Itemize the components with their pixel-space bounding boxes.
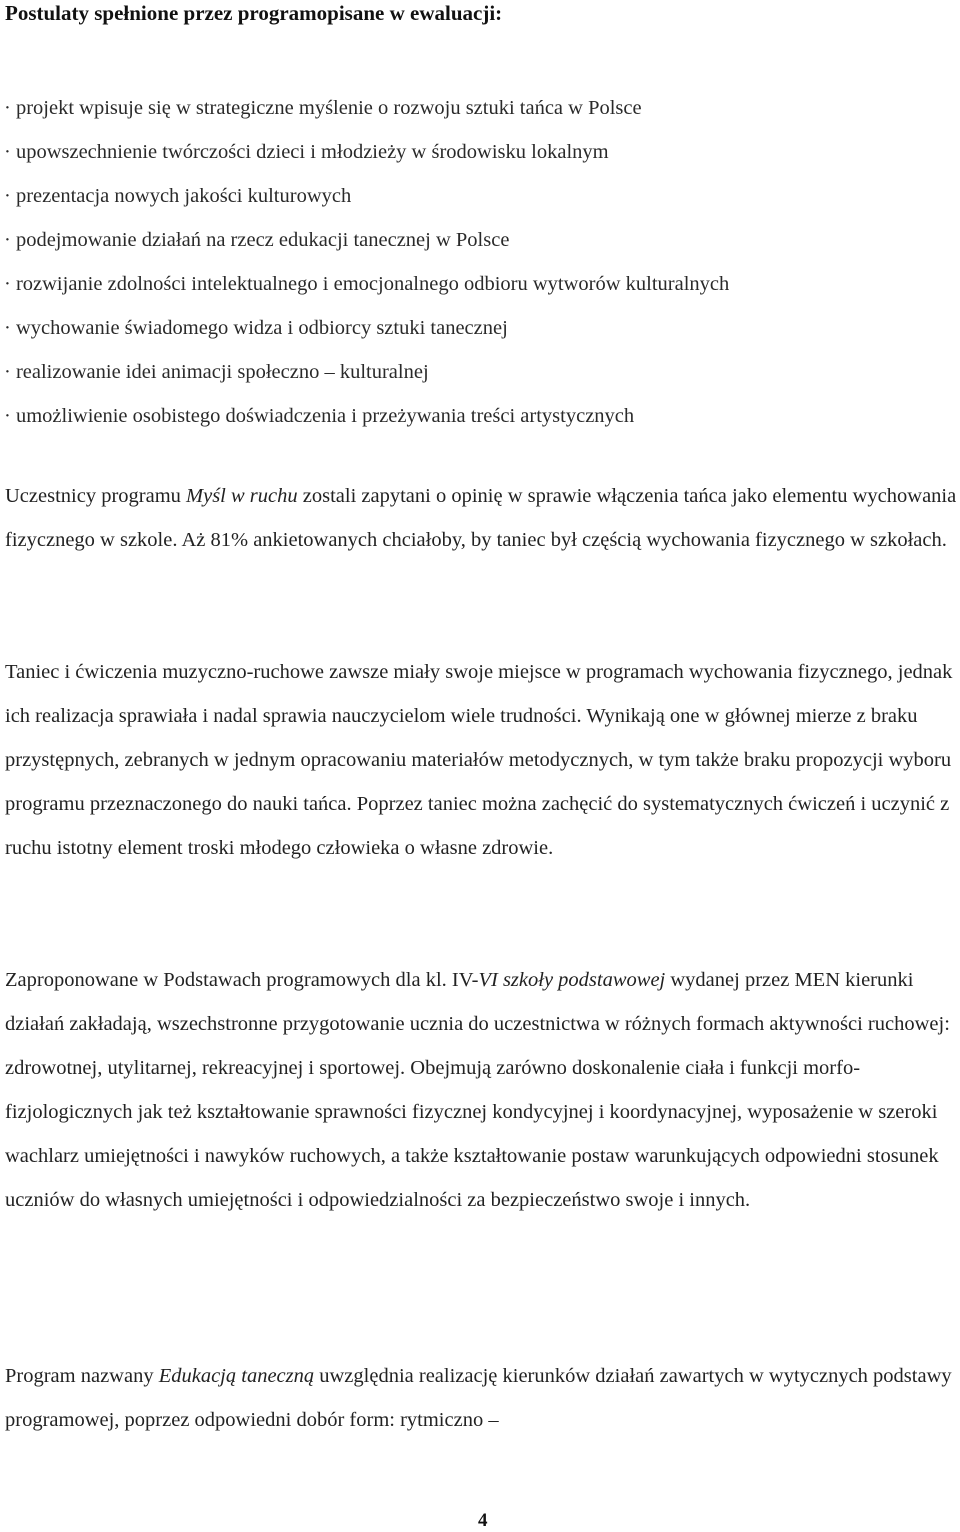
list-item: · rozwijanie zdolności intelektualnego i emocjonalnego odbioru wytworów kulturalnych: [4, 273, 730, 295]
program-title: Myśl w ruchu: [186, 485, 298, 507]
section-heading: Postulaty spełnione przez programopisane w ewaluacji:: [5, 1, 503, 25]
paragraph-survey: [5, 474, 960, 562]
paragraph-curriculum: [5, 958, 960, 1222]
paragraph-text: uwzględnia realizację kierunków działań zawartych w wytycznych podstawy programowej, poprzez odpowiedni dobór form: rytmiczno –: [5, 1365, 952, 1431]
paragraph-text: Uczestnicy programu: [5, 485, 187, 507]
paragraph-text: zostali zapytani o opinię w sprawie włączenia tańca jako elementu wychowania fizycznego w szkole. Aż 81% ankietowanych chciałoby, by taniec był częścią wychowania fizycznego w szkołach.: [5, 485, 957, 551]
list-item: · wychowanie świadomego widza i odbiorcy sztuki tanecznej: [4, 317, 508, 339]
list-item: · prezentacja nowych jakości kulturowych: [4, 185, 352, 207]
list-item: · realizowanie idei animacji społeczno – kulturalnej: [4, 361, 429, 383]
program-name: Edukacją taneczną: [158, 1365, 315, 1387]
postulates-list: [4, 86, 729, 438]
list-item: · projekt wpisuje się w strategiczne myślenie o rozwoju sztuki tańca w Polsce: [4, 97, 642, 119]
page-number: 4: [478, 1510, 488, 1531]
paragraph-text: wydanej przez MEN kierunki działań zakładają, wszechstronne przygotowanie ucznia do uczestnictwa w różnych formach aktywności ruchowej: zdrowotnej, utylitarnej, rekreacyjnej i sportowej. Obejmują zarówno doskonalenie ciała i funkcji morfo-fizjologicznych jak też kształtowanie sprawności fizycznej kondycyjnej i koordynacyjnej, wyposażenie w szeroki wachlarz umiejętności i nawyków ruchowych, a także kształtowanie postaw warunkujących odpowiedni stosunek uczniów do własnych umiejętności i odpowiedzialności za bezpieczeństwo swoje i innych.: [5, 969, 950, 1211]
list-item: · upowszechnienie twórczości dzieci i młodzieży w środowisku lokalnym: [4, 141, 609, 163]
paragraph-text: Program nazwany: [5, 1365, 159, 1387]
paragraph-program: [5, 1354, 960, 1442]
list-item: · podejmowanie działań na rzecz edukacji tanecznej w Polsce: [4, 229, 510, 251]
school-level: VI szkoły podstawowej: [478, 969, 666, 991]
paragraph-text: Zaproponowane w Podstawach programowych dla kl. IV-: [5, 969, 479, 991]
list-item: · umożliwienie osobistego doświadczenia i przeżywania treści artystycznych: [4, 405, 635, 427]
paragraph-dance-exercises: Taniec i ćwiczenia muzyczno-ruchowe zawsze miały swoje miejsce w programach wychowania fizycznego, jednak ich realizacja sprawiała i nadal sprawia nauczycielom wiele trudności. Wynikają one w głównej mierze z braku przystępnych, zebranych w jednym opracowaniu materiałów metodycznych, w tym także braku propozycji wyboru programu przeznaczonego do nauki tańca. Poprzez taniec można zachęcić do systematycznych ćwiczeń i uczynić z ruchu istotny element troski młodego człowieka o własne zdrowie.: [5, 661, 953, 859]
